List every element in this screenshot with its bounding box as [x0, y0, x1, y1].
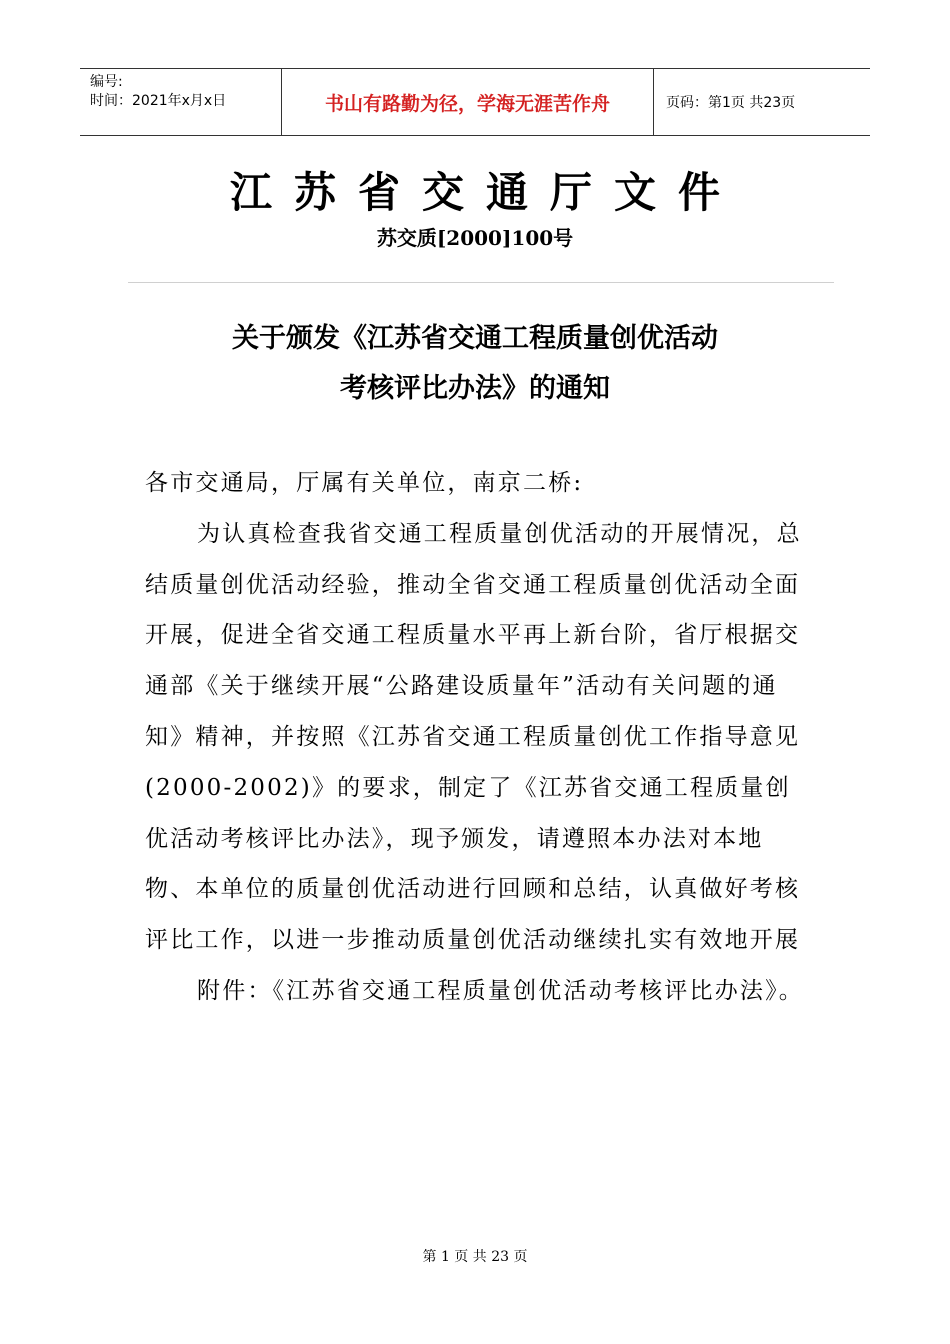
header-motto: 书山有路勤为径，学海无涯苦作舟	[282, 69, 654, 135]
subject-line-1: 关于颁发《江苏省交通工程质量创优活动	[232, 323, 718, 354]
page-footer: 第 1 页 共 23 页	[422, 1249, 528, 1265]
header-page-info: 页码：第1页 共23页	[666, 95, 796, 111]
document-body	[145, 458, 810, 1017]
divider-line	[128, 282, 834, 283]
header-table	[80, 68, 870, 136]
subject-line-2: 考核评比办法》的通知	[340, 373, 610, 404]
attachment-note: 附件：《江苏省交通工程质量创优活动考核评比办法》。	[197, 977, 804, 1004]
serial-label: 编号:	[90, 74, 123, 90]
time-text: 时间：2021年x月x日	[90, 93, 227, 109]
document-title: 江苏省交通厅文件	[229, 168, 742, 217]
document-number: 苏交质[2000]100号	[376, 226, 574, 250]
header-meta	[80, 69, 282, 135]
body-paragraph: 为认真检查我省交通工程质量创优活动的开展情况，总结质量创优活动经验，推动全省交通工程质量创优活动全面开展，促进全省交通工程质量水平再上新台阶，省厅根据交通部《关于继续开展“公路建设质量年”活动有关问题的通知》精神，并按照《江苏省交通工程质量创优工作指导意见(2000-2002)》的要求，制定了《江苏省交通工程质量创优活动考核评比办法》，现予颁发，请遵照本办法对本地物、本单位的质量创优活动进行回顾和总结，认真做好考核评比工作，以进一步推动质量创优活动继续扎实有效地开展	[145, 520, 802, 954]
salutation: 各市交通局，厅属有关单位，南京二桥:	[145, 470, 584, 496]
